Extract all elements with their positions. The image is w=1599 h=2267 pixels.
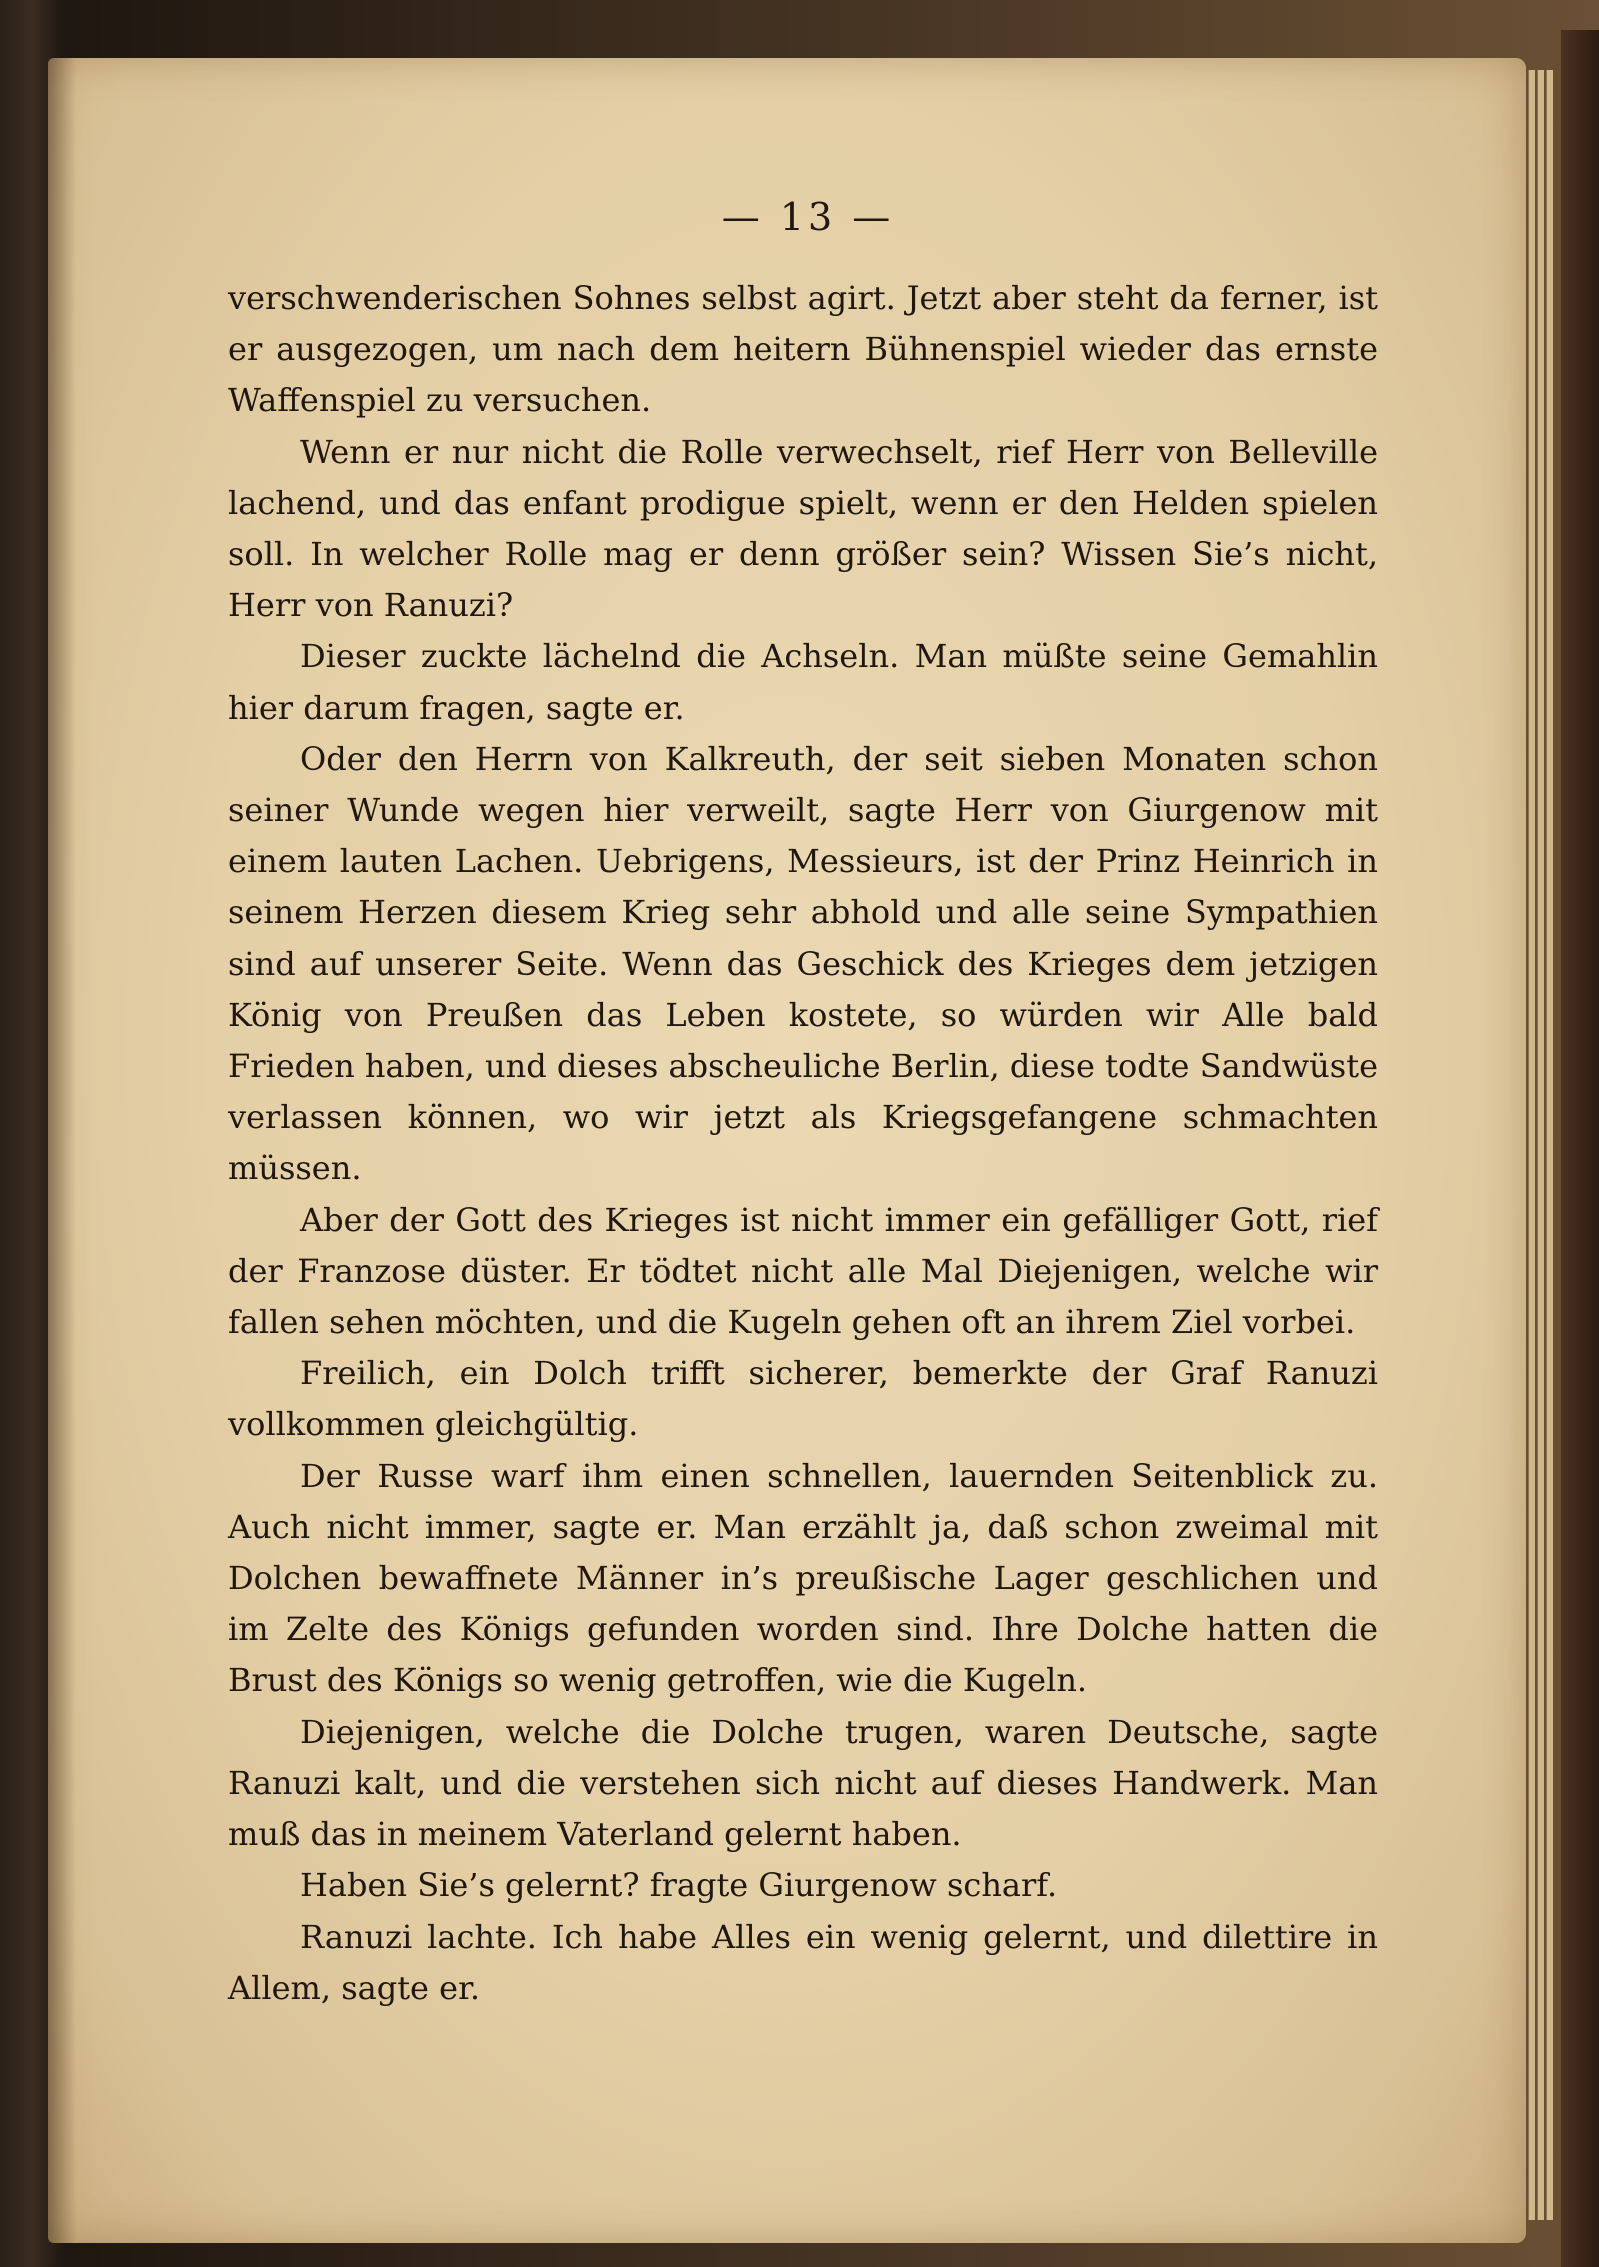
paragraph: Diejenigen, welche die Dolche trugen, waren Deutsche, sagte Ranuzi kalt, und die verstehen sich nicht auf dieses Handwerk. Man muß das in meinem Vaterland gelernt haben. (228, 1712, 1378, 1854)
paragraph: verschwenderischen Sohnes selbst agirt. Jetzt aber steht da ferner, ist er ausgezogen, um nach dem heitern Bühnenspiel wieder das ernste Waffenspiel zu versuchen. (228, 279, 1378, 420)
paragraph: Wenn er nur nicht die Rolle verwechselt, rief Herr von Belleville lachend, und das enfant prodigue spielt, wenn er den Helden spielen soll. In welcher Rolle mag er denn größer sein? Wissen Sie’s nicht, Herr von Ranuzi? (228, 432, 1378, 625)
page-content (228, 195, 1378, 2014)
page-number: — 13 — (721, 195, 895, 239)
paragraph: Aber der Gott des Krieges ist nicht immer ein gefälliger Gott, rief der Franzose düster. Er tödtet nicht alle Mal Diejenigen, welche wir fallen sehen möchten, und die Kugeln gehen oft an ihrem Ziel vorbei. (228, 1200, 1378, 1342)
book-cover-edge (1561, 30, 1599, 2267)
page-edge (1528, 70, 1535, 2220)
page-edge (1546, 70, 1553, 2220)
paragraph: Der Russe warf ihm einen schnellen, lauernden Seitenblick zu. Auch nicht immer, sagte er. Man erzählt ja, daß schon zweimal mit Dolchen bewaffnete Männer in’s preußische Lager geschlichen und im Zelte des Königs gefunden worden sind. Ihre Dolche hatten die Brust des Königs so wenig getroffen, wie die Kugeln. (228, 1456, 1378, 1700)
page-edge (1537, 70, 1544, 2220)
paragraph: Freilich, ein Dolch trifft sicherer, bemerkte der Graf Ranuzi vollkommen gleichgültig. (228, 1354, 1378, 1444)
paragraph: Ranuzi lachte. Ich habe Alles ein wenig gelernt, und dilettire in Allem, sagte er. (228, 1917, 1378, 2007)
page-gutter-shadow (48, 58, 76, 2243)
paragraph: Oder den Herrn von Kalkreuth, der seit sieben Monaten schon seiner Wunde wegen hier verweilt, sagte Herr von Giurgenow mit einem lauten Lachen. Uebrigens, Messieurs, ist der Prinz Heinrich in seinem Herzen diesem Krieg sehr abhold und alle seine Sympathien sind auf unserer Seite. Wenn das Geschick des Krieges dem jetzigen König von Preußen das Leben kostete, so würden wir Alle bald Frieden haben, und dieses abscheuliche Berlin, diese todte Sandwüste verlassen können, wo wir jetzt als Kriegsgefangene schmachten müssen. (228, 739, 1378, 1188)
paragraph: Haben Sie’s gelernt? fragte Giurgenow scharf. (300, 1866, 1058, 1905)
paragraph: Dieser zuckte lächelnd die Achseln. Man müßte seine Gemahlin hier darum fragen, sagte er. (228, 637, 1378, 727)
